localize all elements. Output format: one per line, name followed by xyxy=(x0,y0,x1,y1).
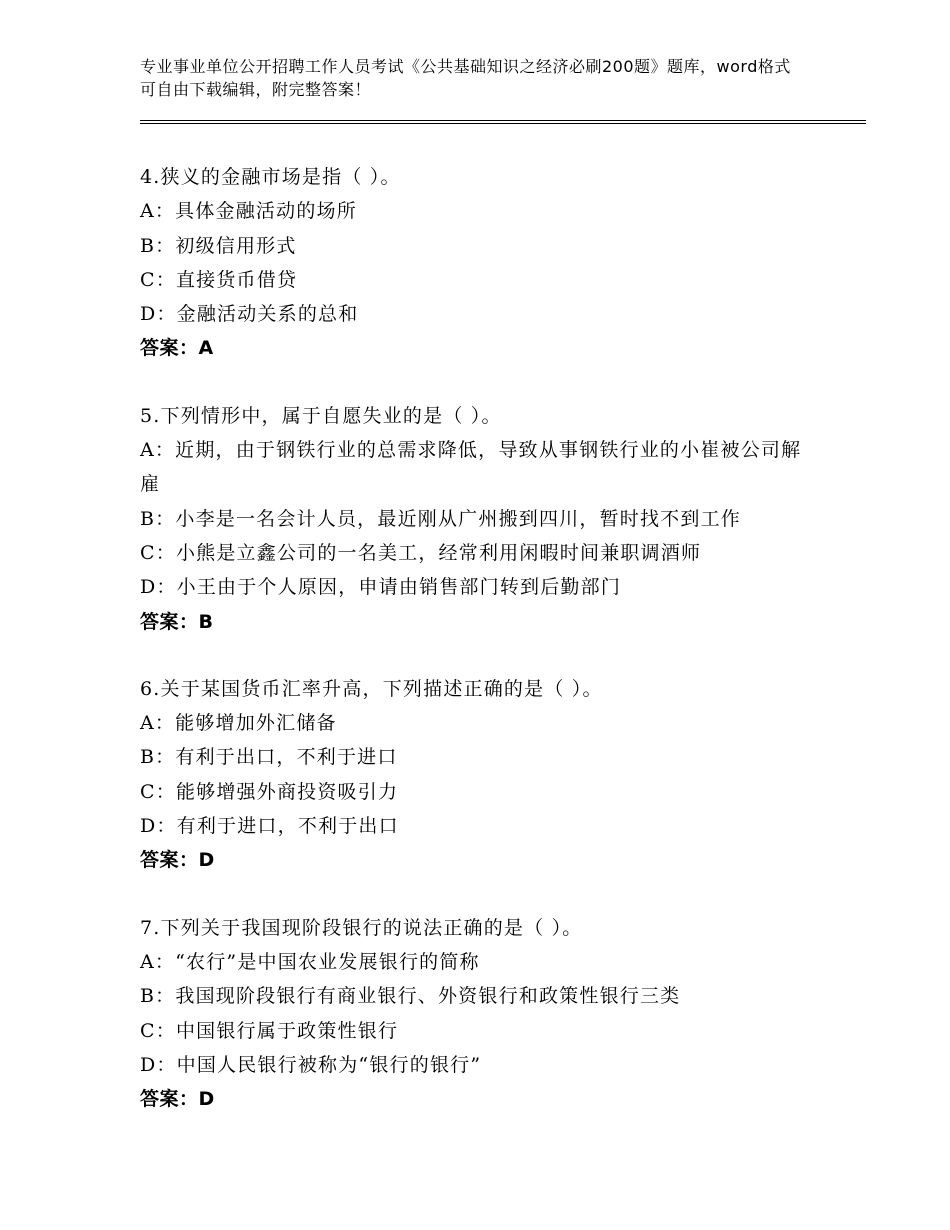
question-7 xyxy=(140,911,820,1117)
option-d: D：有利于进口，不利于出口 xyxy=(140,815,399,838)
question-title: 5.下列情形中，属于自愿失业的是（ ）。 xyxy=(140,404,502,427)
answer: 答案：B xyxy=(140,610,214,633)
option-c: C：能够增强外商投资吸引力 xyxy=(140,780,399,803)
question-4 xyxy=(140,160,820,366)
option-a: A：“农行”是中国农业发展银行的简称 xyxy=(140,950,480,973)
option-c: C：直接货币借贷 xyxy=(140,268,298,291)
header-divider-top xyxy=(140,120,866,121)
option-b: B：初级信用形式 xyxy=(140,234,297,257)
option-c: C：小熊是立鑫公司的一名美工，经常利用闲暇时间兼职调酒师 xyxy=(140,541,702,564)
document-header: 专业事业单位公开招聘工作人员考试《公共基础知识之经济必刷200题》题库，word格式可自由下载编辑，附完整答案！ xyxy=(140,57,791,99)
answer: 答案：D xyxy=(140,849,215,872)
option-d: D：金融活动关系的总和 xyxy=(140,303,359,326)
question-5 xyxy=(140,399,820,639)
option-b: B：我国现阶段银行有商业银行、外资银行和政策性银行三类 xyxy=(140,985,681,1008)
answer: 答案：D xyxy=(140,1088,215,1111)
answer: 答案：A xyxy=(140,337,214,360)
option-b: B：有利于出口，不利于进口 xyxy=(140,746,398,769)
option-a: A：具体金融活动的场所 xyxy=(140,200,357,223)
option-d: D：小王由于个人原因，申请由销售部门转到后勤部门 xyxy=(140,576,622,599)
question-title: 6.关于某国货币汇率升高，下列描述正确的是（ ）。 xyxy=(140,677,603,700)
question-list xyxy=(140,160,820,1149)
option-a: A：能够增加外汇储备 xyxy=(140,712,337,735)
option-a: A：近期，由于钢铁行业的总需求降低，导致从事钢铁行业的小崔被公司解雇 xyxy=(140,439,802,496)
option-c: C：中国银行属于政策性银行 xyxy=(140,1019,399,1042)
question-title: 4.狭义的金融市场是指（ ）。 xyxy=(140,166,401,188)
question-6 xyxy=(140,672,820,878)
option-b: B：小李是一名会计人员，最近刚从广州搬到四川，暂时找不到工作 xyxy=(140,507,741,530)
header-divider-bottom xyxy=(140,123,866,124)
question-title: 7.下列关于我国现阶段银行的说法正确的是（ ）。 xyxy=(140,916,583,939)
option-d: D：中国人民银行被称为“银行的银行” xyxy=(140,1053,482,1076)
